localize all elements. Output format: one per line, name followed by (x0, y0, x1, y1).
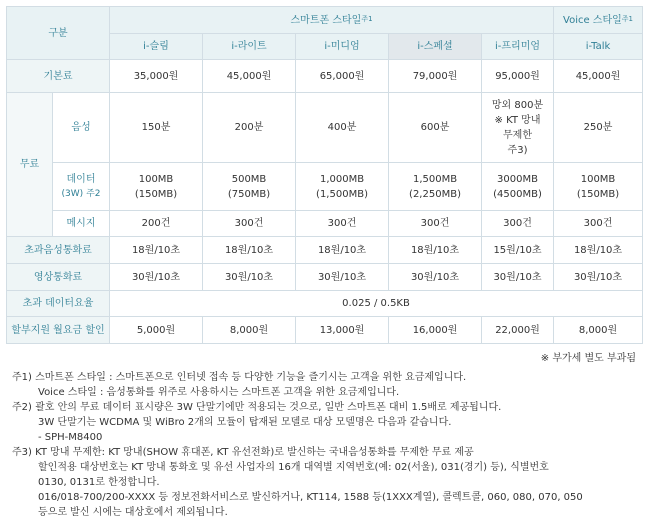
category-header: 구분 (7, 7, 110, 60)
plan-header-i-medium: i-미디엄 (296, 34, 389, 60)
free-voice-value: 150분 (110, 93, 203, 163)
vat-note: ※ 부가세 별도 부과됨 (540, 353, 636, 364)
excess-voice-label: 초과음성통화료 (7, 237, 110, 264)
free-data-label-text: 데이터 (66, 173, 96, 185)
footnote-line: - SPH-M8400 (38, 432, 103, 443)
footnote-line: 016/018-700/200-XXXX 등 정보전화서비스로 발신하거나, KT114, 1588 등(1XXX계열), 콜렉트콜, 060, 080, 070, 050 (38, 492, 583, 503)
plan-header-i-special: i-스페셜 (389, 34, 482, 60)
free-message-value: 300건 (554, 211, 643, 237)
base-fee-value: 45,000원 (554, 60, 643, 93)
free-data-label-3w: (3W) (61, 188, 84, 199)
rate-plan-table (6, 6, 643, 344)
data-amount-3w: (750MB) (227, 188, 271, 200)
footnotes (12, 370, 642, 520)
data-amount-3w: (150MB) (576, 188, 620, 200)
footnote-line: 할인적용 대상번호는 KT 망내 통화호 및 유선 사업자의 16개 대역별 지역번호(예: 02(서울), 031(경기) 등), 식별번호 (38, 462, 549, 473)
data-amount: 3000MB (497, 173, 538, 185)
free-voice-value: 250분 (554, 93, 643, 163)
plan-header-i-slim: i-슬림 (110, 34, 203, 60)
data-amount-3w: (2,250MB) (409, 188, 461, 200)
free-message-value: 300건 (203, 211, 296, 237)
free-data-label (53, 163, 110, 211)
excess-voice-value: 18원/10초 (554, 237, 643, 264)
free-data-value (296, 163, 389, 211)
video-call-value: 30원/10초 (110, 264, 203, 291)
free-data-label-sub (55, 187, 107, 202)
free-voice-value: 400분 (296, 93, 389, 163)
base-fee-value: 65,000원 (296, 60, 389, 93)
free-message-value: 300건 (482, 211, 554, 237)
premium-voice-line: ※ KT 망내 (494, 114, 541, 126)
excess-voice-value: 15원/10초 (482, 237, 554, 264)
voice-style-label: Voice 스타일 (563, 14, 622, 26)
video-call-label: 영상통화료 (7, 264, 110, 291)
discount-value: 13,000원 (296, 317, 389, 344)
free-voice-premium (482, 93, 554, 163)
free-voice-value: 600분 (389, 93, 482, 163)
base-fee-value: 79,000원 (389, 60, 482, 93)
plan-header-i-light: i-라이트 (203, 34, 296, 60)
excess-voice-value: 18원/10초 (110, 237, 203, 264)
video-call-value: 30원/10초 (296, 264, 389, 291)
voice-style-note: 주1 (621, 14, 634, 23)
base-fee-value: 45,000원 (203, 60, 296, 93)
plan-header-i-premium: i-프리미엄 (482, 34, 554, 60)
data-amount: 500MB (231, 173, 267, 185)
smartphone-style-note: 주1 (361, 14, 373, 23)
premium-voice-line: 주3) (507, 144, 528, 156)
data-amount: 1,000MB (319, 173, 365, 185)
footnote-line: 주1) 스마트폰 스타일 : 스마트폰으로 인터넷 접속 등 다양한 기능을 즐기시는 고객을 위한 요금제입니다. (12, 372, 467, 383)
data-amount: 100MB (138, 173, 174, 185)
discount-value: 22,000원 (482, 317, 554, 344)
discount-label: 할부지원 월요금 할인 (7, 317, 110, 344)
free-data-value (482, 163, 554, 211)
discount-value: 5,000원 (110, 317, 203, 344)
excess-voice-value: 18원/10초 (389, 237, 482, 264)
video-call-value: 30원/10초 (554, 264, 643, 291)
free-message-value: 300건 (389, 211, 482, 237)
data-amount: 1,500MB (412, 173, 458, 185)
base-fee-value: 35,000원 (110, 60, 203, 93)
free-message-value: 200건 (110, 211, 203, 237)
free-voice-value: 200분 (203, 93, 296, 163)
free-group-label: 무료 (7, 93, 53, 237)
discount-value: 8,000원 (554, 317, 643, 344)
data-amount-3w: (1,500MB) (316, 188, 368, 200)
excess-voice-value: 18원/10초 (296, 237, 389, 264)
smartphone-style-label: 스마트폰 스타일 (290, 14, 362, 26)
discount-value: 16,000원 (389, 317, 482, 344)
excess-data-value: 0.025 / 0.5KB (110, 291, 643, 317)
excess-data-label: 초과 데이터요율 (7, 291, 110, 317)
free-message-label: 메시지 (53, 211, 110, 237)
data-amount-3w: (150MB) (134, 188, 178, 200)
data-amount-3w: (4500MB) (493, 188, 542, 200)
free-data-value (554, 163, 643, 211)
data-amount: 100MB (580, 173, 616, 185)
free-voice-label: 음성 (53, 93, 110, 163)
footnote-line: 등으로 발신 시에는 대상호에서 제외됩니다. (38, 507, 228, 518)
discount-value: 8,000원 (203, 317, 296, 344)
smartphone-style-header (110, 7, 554, 34)
premium-voice-line: 무제한 (503, 129, 532, 141)
footnote-line: 주3) KT 망내 무제한: KT 망내(SHOW 휴대폰, KT 유선전화)로 발신하는 국내음성통화를 무제한 무료 제공 (12, 447, 474, 458)
plan-header-i-talk: i-Talk (554, 34, 643, 60)
base-fee-label: 기본료 (7, 60, 110, 93)
free-data-label-note: 주2 (86, 188, 101, 199)
premium-voice-line: 망외 800분 (491, 99, 544, 111)
free-data-value (203, 163, 296, 211)
footnote-line: 3W 단말기는 WCDMA 및 WiBro 2개의 모듈이 탑재된 모델로 대상 모델명은 다음과 같습니다. (38, 417, 452, 428)
base-fee-value: 95,000원 (482, 60, 554, 93)
video-call-value: 30원/10초 (389, 264, 482, 291)
footnote-line: Voice 스타일 : 음성통화를 위주로 사용하시는 스마트폰 고객을 위한 요금제입니다. (38, 387, 400, 398)
footnote-line: 0130, 0131로 한정합니다. (38, 477, 160, 488)
footnote-line: 주2) 괄호 안의 무료 데이터 표시량은 3W 단말기에만 적용되는 것으로, 일반 스마트폰 대비 1.5배로 제공됩니다. (12, 402, 502, 413)
voice-style-header (554, 7, 643, 34)
free-message-value: 300건 (296, 211, 389, 237)
free-data-value (389, 163, 482, 211)
video-call-value: 30원/10초 (482, 264, 554, 291)
free-data-value (110, 163, 203, 211)
excess-voice-value: 18원/10초 (203, 237, 296, 264)
video-call-value: 30원/10초 (203, 264, 296, 291)
